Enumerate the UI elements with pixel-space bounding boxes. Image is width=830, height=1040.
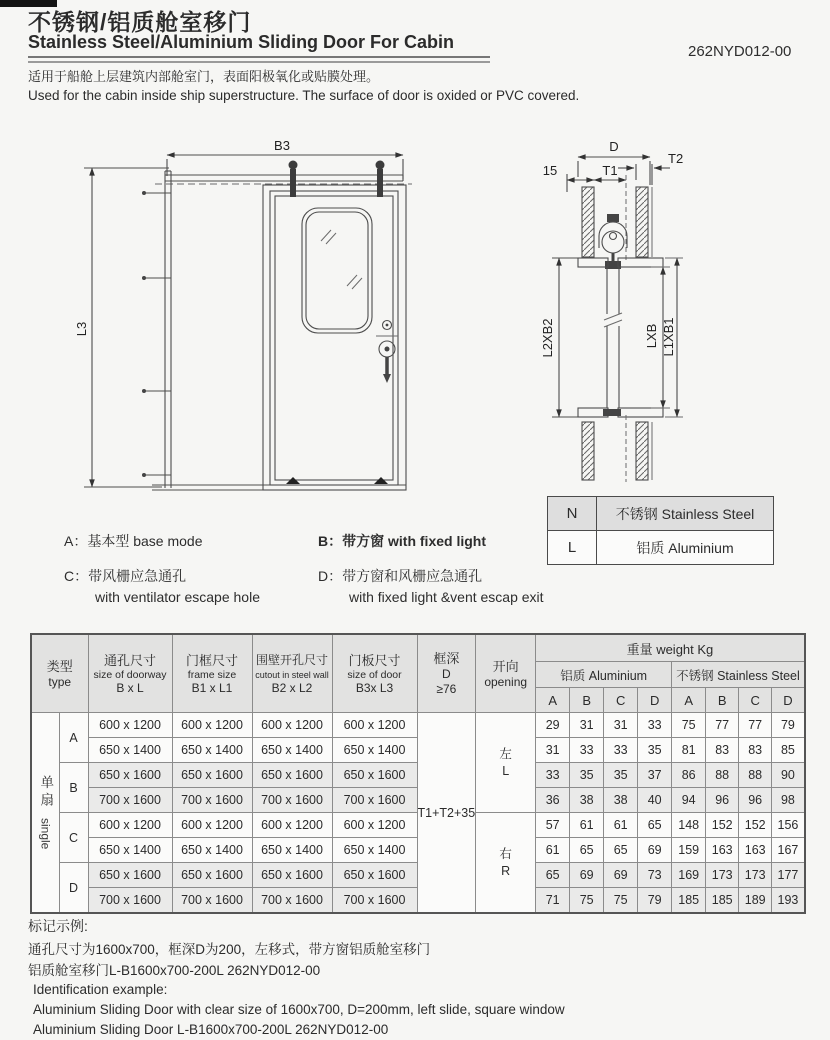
document-number: 262NYD012-00 [688,43,792,60]
header-weight-col: D [772,688,805,713]
description-cn: 适用于船舱上层建筑内部舱室门，表面阳极氧化或贴膜处理。 [28,69,380,84]
weight-cell: 29 [536,713,570,738]
doorway-size-cell: 650 x 1600 [88,763,172,788]
weight-cell: 77 [706,713,739,738]
mark-example-title-en: Identification example: [33,982,168,997]
frame-size-cell: 650 x 1600 [172,763,252,788]
doorway-size-cell: 700 x 1600 [88,788,172,813]
frame-depth-value: T1+T2+35 [417,713,476,914]
type-letter-cell: B [59,763,88,813]
door-size-cell: 700 x 1600 [332,788,417,813]
dim-label-t2: T2 [668,151,684,166]
weight-cell: 185 [706,888,739,914]
weight-cell: 90 [772,763,805,788]
leaf-label-en: single [38,818,53,850]
dim-label-b3: B3 [274,138,290,153]
frame-size-cell: 650 x 1400 [172,738,252,763]
weight-cell: 85 [772,738,805,763]
weight-cell: 37 [638,763,672,788]
mark-example-line1-en: Aluminium Sliding Door with clear size of 1600x700, D=200mm, left slide, square window [33,1002,565,1017]
dim-label-l3: L3 [74,321,89,337]
weight-cell: 83 [739,738,772,763]
header-weight-col: A [672,688,706,713]
note-a-label: A： [64,533,88,549]
weight-cell: 35 [604,763,638,788]
weight-cell: 173 [706,863,739,888]
dim-label-l2xb2: L2XB2 [540,318,555,358]
title-underline [28,56,490,63]
weight-cell: 31 [536,738,570,763]
spec-table-body [31,713,805,914]
header-doorway [88,634,172,713]
weight-cell: 31 [570,713,604,738]
cutout-size-cell: 700 x 1600 [252,888,332,914]
header-weight-col: C [739,688,772,713]
weight-cell: 65 [638,813,672,838]
door-size-cell: 650 x 1400 [332,838,417,863]
frame-size-cell: 700 x 1600 [172,888,252,914]
weight-cell: 77 [739,713,772,738]
header-opening-en: opening [484,674,528,689]
weight-cell: 61 [570,813,604,838]
weight-cell: 173 [739,863,772,888]
header-frame-depth [417,634,476,713]
header-weight-stainless: 不锈钢 Stainless Steel [672,662,805,688]
weight-cell: 86 [672,763,706,788]
weight-cell: 159 [672,838,706,863]
header-door-cn: 门板尺寸 [348,652,401,668]
weight-cell: 148 [672,813,706,838]
note-d-text-cn: 带方窗和风栅应急通孔 [342,568,483,584]
spec-table [30,633,806,914]
dim-label-15: 15 [542,163,558,178]
note-c-label: C： [64,568,89,584]
weight-cell: 79 [772,713,805,738]
cutout-size-cell: 600 x 1200 [252,713,332,738]
weight-cell: 189 [739,888,772,914]
weight-cell: 94 [672,788,706,813]
note-type-c [64,566,260,605]
door-size-cell: 650 x 1600 [332,763,417,788]
cutout-size-cell: 600 x 1200 [252,813,332,838]
header-door-en: size of door [347,668,402,681]
weight-cell: 96 [739,788,772,813]
page-title-en: Stainless Steel/Aluminium Sliding Door For Cabin [28,32,455,52]
weight-cell: 35 [570,763,604,788]
header-cutout-cn: 围壁开孔尺寸 [255,652,328,667]
weight-cell: 35 [638,738,672,763]
material-legend-table [547,496,774,565]
door-size-cell: 650 x 1600 [332,863,417,888]
note-b-text: 带方窗 with fixed light [342,533,487,549]
dim-label-t1: T1 [602,163,618,178]
header-weight-aluminium: 铝质 Aluminium [536,662,672,688]
weight-cell: 177 [772,863,805,888]
leaf-type-cell [31,713,59,914]
weight-cell: 88 [739,763,772,788]
mark-example-line2-en: Aluminium Sliding Door L-B1600x700-200L 262NYD012-00 [33,1022,389,1037]
leaf-label-cn: 单扇 [38,775,54,811]
weight-cell: 169 [672,863,706,888]
header-doorway-en: size of doorway [93,668,167,681]
weight-cell: 69 [604,863,638,888]
note-type-b [318,531,486,551]
weight-cell: 61 [604,813,638,838]
header-frame-dim: B1 x L1 [191,680,233,695]
weight-cell: 96 [706,788,739,813]
legend-label: 不锈钢 Stainless Steel [597,497,774,531]
weight-cell: 71 [536,888,570,914]
header-doorway-dim: B x L [116,680,144,695]
weight-cell: 33 [570,738,604,763]
frame-size-cell: 650 x 1400 [172,838,252,863]
weight-cell: 163 [739,838,772,863]
weight-cell: 31 [604,713,638,738]
legend-row [548,531,774,565]
type-letter-cell: C [59,813,88,863]
door-size-cell: 650 x 1400 [332,738,417,763]
weight-cell: 152 [706,813,739,838]
door-size-cell: 700 x 1600 [332,888,417,914]
weight-cell: 98 [772,788,805,813]
weight-cell: 88 [706,763,739,788]
weight-cell: 83 [706,738,739,763]
header-frame-en: frame size [187,668,237,681]
weight-cell: 75 [672,713,706,738]
doorway-size-cell: 700 x 1600 [88,888,172,914]
door-size-cell: 600 x 1200 [332,813,417,838]
weight-cell: 152 [739,813,772,838]
description-en: Used for the cabin inside ship superstructure. The surface of door is oxided or PVC covered. [28,88,580,103]
weight-cell: 79 [638,888,672,914]
header-door-dim: B3x L3 [355,680,394,695]
opening-right-cell: 右 R [476,813,536,914]
note-c-text-en: with ventilator escape hole [95,589,260,605]
weight-cell: 81 [672,738,706,763]
weight-cell: 57 [536,813,570,838]
spec-row [31,713,805,738]
legend-code: L [548,531,597,565]
dim-label-lxb: LXB [644,323,659,349]
note-d-label: D： [318,568,343,584]
cutout-size-cell: 700 x 1600 [252,788,332,813]
cutout-size-cell: 650 x 1400 [252,838,332,863]
header-weight: 重量 weight Kg [536,634,805,662]
elevation-drawing [70,131,470,499]
weight-cell: 65 [570,838,604,863]
legend-code: N [548,497,597,531]
legend-row [548,497,774,531]
header-frame [172,634,252,713]
type-letter-cell: A [59,713,88,763]
doorway-size-cell: 650 x 1400 [88,838,172,863]
weight-cell: 38 [604,788,638,813]
dim-label-d: D [609,139,619,154]
header-opening-cn: 开向 [492,658,519,674]
header-depth-d: D [442,666,451,681]
type-letter-cell: D [59,863,88,914]
doorway-size-cell: 600 x 1200 [88,813,172,838]
doorway-size-cell: 600 x 1200 [88,713,172,738]
mark-example-line1-cn: 通孔尺寸为1600x700，框深D为200，左移式，带方窗铝质舱室移门 [28,942,431,957]
weight-cell: 75 [570,888,604,914]
cutout-size-cell: 650 x 1400 [252,738,332,763]
note-d-text-en: with fixed light &vent escap exit [349,589,544,605]
header-weight-col: B [706,688,739,713]
doorway-size-cell: 650 x 1600 [88,863,172,888]
header-depth-cn: 框深 [433,650,460,666]
header-weight-col: C [604,688,638,713]
frame-size-cell: 600 x 1200 [172,813,252,838]
weight-cell: 69 [570,863,604,888]
header-weight-col: B [570,688,604,713]
cutout-size-cell: 650 x 1600 [252,863,332,888]
cutout-size-cell: 650 x 1600 [252,763,332,788]
header-depth-min: ≥76 [436,681,457,696]
header-type-cn: 类型 [46,658,73,674]
weight-cell: 40 [638,788,672,813]
frame-size-cell: 600 x 1200 [172,713,252,738]
frame-size-cell: 700 x 1600 [172,788,252,813]
note-type-d [318,566,544,605]
weight-cell: 163 [706,838,739,863]
header-cutout-dim: B2 x L2 [271,680,313,695]
weight-cell: 36 [536,788,570,813]
door-size-cell: 600 x 1200 [332,713,417,738]
header-opening [476,634,536,713]
weight-cell: 193 [772,888,805,914]
note-b-label: B： [318,533,343,549]
weight-cell: 69 [638,838,672,863]
weight-cell: 65 [604,838,638,863]
header-weight-col: D [638,688,672,713]
weight-cell: 185 [672,888,706,914]
note-type-a [64,531,203,551]
weight-cell: 33 [604,738,638,763]
page-title-cn: 不锈钢/铝质舱室移门 [28,9,252,35]
weight-cell: 33 [638,713,672,738]
header-type [31,634,88,713]
weight-cell: 167 [772,838,805,863]
legend-label: 铝质 Aluminium [597,531,774,565]
dim-label-l1xb1: L1XB1 [661,317,676,357]
header-doorway-cn: 通孔尺寸 [103,652,156,668]
frame-size-cell: 650 x 1600 [172,863,252,888]
header-frame-cn: 门框尺寸 [185,652,238,668]
weight-cell: 65 [536,863,570,888]
note-a-text: 基本型 base mode [87,533,203,549]
weight-cell: 75 [604,888,638,914]
header-weight-col: A [536,688,570,713]
doorway-size-cell: 650 x 1400 [88,738,172,763]
header-type-en: type [48,674,72,689]
header-cutout-en: cutout in steel wall [255,669,329,680]
mark-example-title-cn: 标记示例: [28,918,88,934]
weight-cell: 61 [536,838,570,863]
section-drawing [530,130,830,492]
weight-cell: 156 [772,813,805,838]
header-cutout [252,634,332,713]
note-c-text-cn: 带风栅应急通孔 [88,568,187,584]
weight-cell: 73 [638,863,672,888]
weight-cell: 38 [570,788,604,813]
weight-cell: 33 [536,763,570,788]
mark-example-line2-cn: 铝质舱室移门L-B1600x700-200L 262NYD012-00 [28,963,321,978]
header-door [332,634,417,713]
opening-left-cell: 左 L [476,713,536,813]
